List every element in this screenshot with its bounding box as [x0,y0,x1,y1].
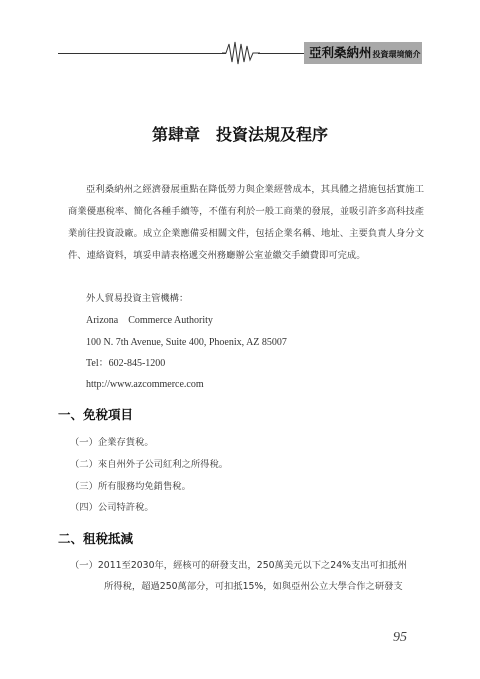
authority-website[interactable]: http://www.azcommerce.com [86,379,204,390]
chapter-title: 第肆章 投資法規及程序 [151,125,328,144]
section-heading-tax-credit: 二、租稅抵減 [58,531,134,546]
header-wave-decoration [222,40,260,66]
authority-label: 外人貿易投資主管機構： [86,293,189,304]
authority-tel: Tel：602-845-1200 [86,358,166,369]
authority-address: 100 N. 7th Avenue, Suite 400, Phoenix, AZ 85007 [86,337,287,348]
header-title-sub: 投資環境簡介 [372,50,421,59]
header-tail-rule [258,53,304,54]
running-header-title [309,44,421,63]
list-item: （三）所有服務均免銷售稅。 [70,481,191,492]
list-item-line-2: 所得稅，超過250萬部分，可扣抵15%，如與亞州公立大學合作之研發支 [104,581,403,592]
list-item: （二）來自州外子公司紅利之所得稅。 [70,459,229,470]
page-number: 95 [393,630,407,645]
list-item-line-1: （一）2011至2030年，經核可的研發支出，250萬美元以下之24%支出可扣抵州 [70,560,407,571]
list-item: （一）企業存貨稅。 [70,437,154,448]
header-title-main: 亞利桑納州 [309,45,372,60]
authority-name: Arizona Commerce Authority [86,315,213,326]
intro-paragraph: 亞利桑納州之經濟發展重點在降低勞力與企業經營成本，其具體之措施包括實施工商業優惠稅率、簡化各種手續等，不僅有利於一般工商業的發展，並吸引許多高科技產業前往投資設廠。成立企業應備妥相關文件，包括企業名稱、地址、主要負責人身分文件、連絡資料，填妥申請表格遞交州務廳辦公室並繳交手續費即可完成。 [68,184,424,261]
header-rule [58,53,226,54]
section-heading-tax-exemption: 一、免稅項目 [58,407,134,422]
list-item: （四）公司特許稅。 [70,502,154,513]
